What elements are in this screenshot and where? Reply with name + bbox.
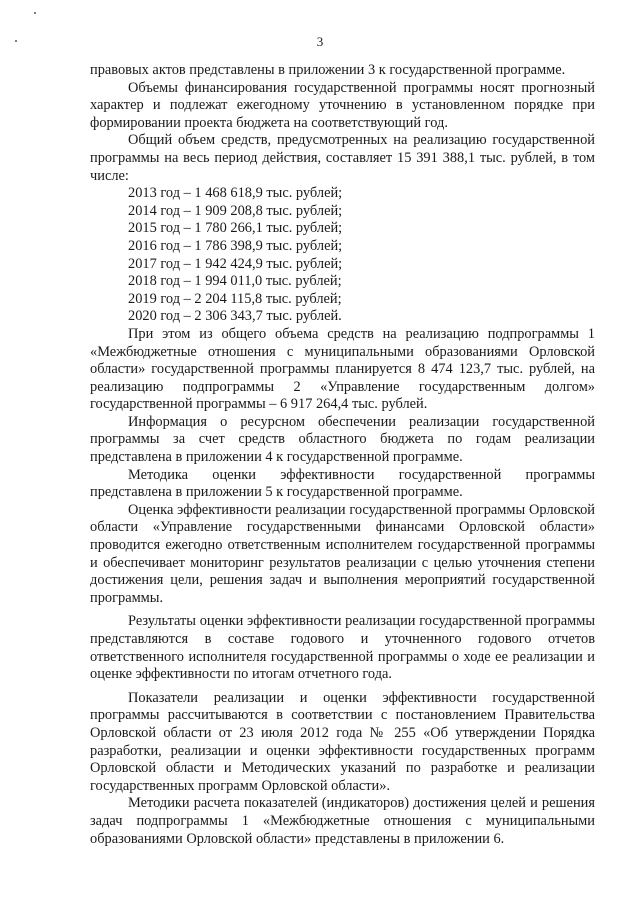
paragraph: Показатели реализации и оценки эффективности государственной программы рассчитываются в соответствии с постановлением Правительства Орловской области от 23 июля 2012 года № 255 «Об утверждении Порядка разработки, реализации и оценки эффективности государственных программ Орловской области и Методических указаний по разработке и реализации государственных программ Орловской области». [90, 689, 595, 794]
year-funding-item: 2017 год – 1 942 424,9 тыс. рублей; [128, 255, 343, 272]
year-funding-item: 2014 год – 1 909 208,8 тыс. рублей; [128, 202, 343, 219]
paragraph: Методики расчета показателей (индикаторов) достижения целей и решения задач подпрограммы 1 «Межбюджетные отношения с муниципальными образованиями Орловской области» представлены в приложении 6. [90, 795, 595, 847]
year-funding-item: 2020 год – 2 306 343,7 тыс. рублей. [128, 308, 342, 325]
paragraph: При этом из общего объема средств на реализацию подпрограммы 1 «Межбюджетные отношения с муниципальными образованиями Орловской области» государственной программы планируется 8 474 123,7 тыс. рублей, на реализацию подпрограммы 2 «Управление государственным долгом» государственной программы – 6 917 264,4 тыс. рублей. [90, 325, 595, 413]
paragraph: Информация о ресурсном обеспечении реализации государственной программы за счет средств областного бюджета по годам реализации представлена в приложении 4 к государственной программе. [90, 413, 595, 466]
paragraph: правовых актов представлены в приложении 3 к государственной программе. [90, 62, 566, 78]
paragraph: Оценка эффективности реализации государственной программы Орловской области «Управление государственными финансами Орловской области» проводится ежегодно ответственным исполнителем государственной программы и обеспечивает мониторинг результатов реализации с целью уточнения степени достижения цели, решения задач и выполнения мероприятий государственной программы. [90, 501, 595, 606]
year-funding-item: 2013 год – 1 468 618,9 тыс. рублей; [128, 185, 343, 202]
paragraph: Методика оценки эффективности государственной программы представлена в приложении 5 к государственной программе. [90, 466, 595, 501]
year-funding-item: 2016 год – 1 786 398,9 тыс. рублей; [128, 237, 343, 254]
year-funding-item: 2018 год – 1 994 011,0 тыс. рублей; [128, 273, 342, 290]
paragraph: Объемы финансирования государственной программы носят прогнозный характер и подлежат ежегодному уточнению в установленном порядке при формировании проекта бюджета на соответствующий год. [90, 79, 595, 131]
year-funding-item: 2015 год – 1 780 266,1 тыс. рублей; [128, 220, 343, 237]
page-number: 3 [316, 34, 324, 49]
paragraph: Общий объем средств, предусмотренных на реализацию государственной программы на весь период действия, составляет 15 391 388,1 тыс. рублей, в том числе: [90, 132, 595, 184]
scan-speck [34, 12, 36, 14]
paragraph: Результаты оценки эффективности реализации государственной программы представляются в составе годового и уточненного годового отчетов ответственного исполнителя государственной программы о ходе ее реализации и оценке эффективности по итогам отчетного года. [90, 613, 595, 683]
year-funding-item: 2019 год – 2 204 115,8 тыс. рублей; [128, 290, 342, 307]
document-body [90, 62, 595, 848]
yearly-funding-list [90, 185, 595, 326]
